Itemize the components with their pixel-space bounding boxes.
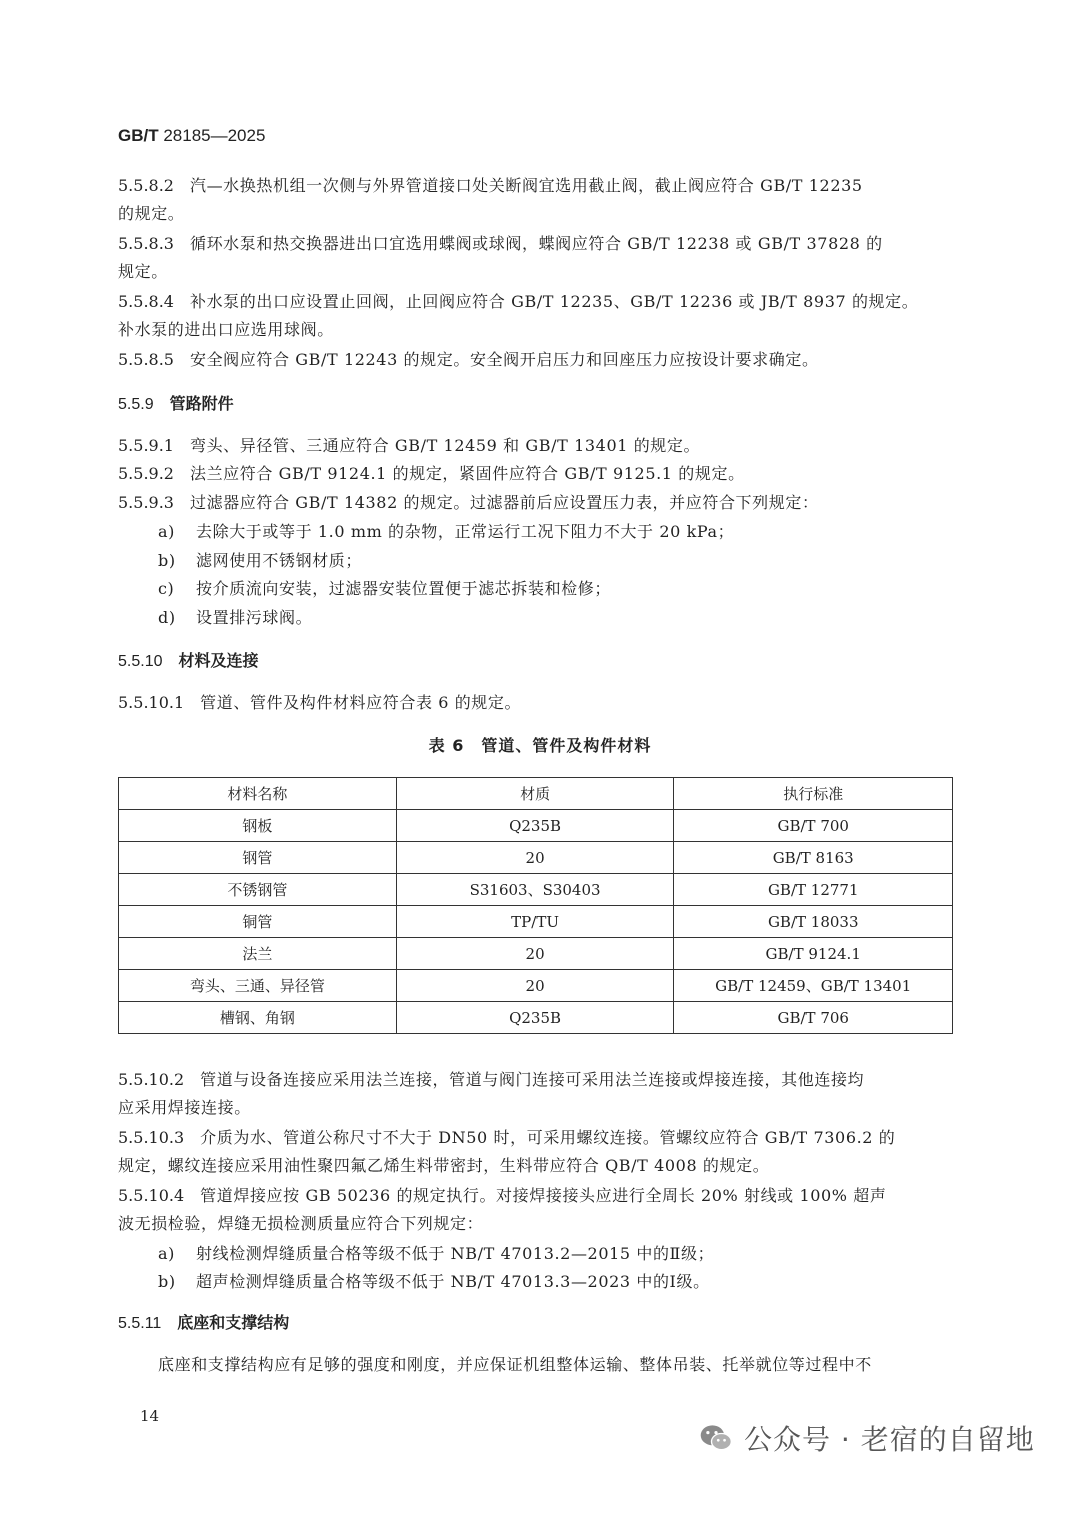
- section-title: 底座和支撑结构: [177, 1313, 290, 1332]
- table-cell: GB/T 12771: [674, 874, 953, 906]
- clause-5-5-10-1: [118, 689, 954, 717]
- table-row: [119, 906, 953, 938]
- table-cell: Q235B: [396, 1002, 674, 1034]
- section-title: 材料及连接: [178, 651, 259, 670]
- clause-number: 5.5.8.5: [118, 350, 174, 369]
- clause-text-cont: 应采用焊接连接。: [118, 1098, 251, 1117]
- table-cell: 不锈钢管: [119, 874, 397, 906]
- table-row: [119, 1002, 953, 1034]
- list-text: 超声检测焊缝质量合格等级不低于 NB/T 47013.3—2023 中的Ⅰ级。: [196, 1272, 710, 1291]
- table-cell: 弯头、三通、异径管: [119, 970, 397, 1002]
- clause-text: 介质为水、管道公称尺寸不大于 DN50 时，可采用螺纹连接。管螺纹应符合 GB/T 7306.2 的: [200, 1128, 896, 1147]
- list-text: 设置排污球阀。: [196, 608, 313, 627]
- clause-text: 管道焊接应按 GB 50236 的规定执行。对接焊接接头应进行全周长 20% 射线或 100% 超声: [200, 1186, 887, 1205]
- list-text: 按介质流向安装，过滤器安装位置便于滤芯拆装和检修；: [196, 579, 612, 598]
- clause-5-5-9-1: [118, 432, 954, 460]
- materials-table: [118, 777, 953, 1034]
- table-cell: GB/T 706: [674, 1002, 953, 1034]
- clause-text-cont: 的规定。: [118, 204, 185, 223]
- clause-text: 过滤器应符合 GB/T 14382 的规定。过滤器前后应设置压力表，并应符合下列规定：: [189, 493, 819, 512]
- clause-text: 管道、管件及构件材料应符合表 6 的规定。: [200, 693, 522, 712]
- table-cell: 槽钢、角钢: [119, 1002, 397, 1034]
- clause-text: 安全阀应符合 GB/T 12243 的规定。安全阀开启压力和回座压力应按设计要求确定。: [189, 350, 819, 369]
- clause-text-cont: 补水泵的进出口应选用球阀。: [118, 320, 334, 339]
- section-number: 5.5.11: [118, 1315, 162, 1332]
- table-cell: Q235B: [396, 810, 674, 842]
- table-cell: S31603、S30403: [396, 874, 674, 906]
- watermark: [698, 1418, 1035, 1458]
- clause-5-5-8-3: [118, 230, 954, 286]
- clause-text: 循环水泵和热交换器进出口宜选用蝶阀或球阀，蝶阀应符合 GB/T 12238 或 GB/T 37828 的: [189, 234, 883, 253]
- clause-text-cont: 波无损检验，焊缝无损检测质量应符合下列规定：: [118, 1214, 484, 1233]
- table-cell: 钢板: [119, 810, 397, 842]
- clause-number: 5.5.9.3: [118, 493, 174, 512]
- list-marker: c): [158, 579, 175, 598]
- clause-text: 管道与设备连接应采用法兰连接，管道与阀门连接可采用法兰连接或焊接连接，其他连接均: [200, 1070, 865, 1089]
- section-heading-5-5-9: [118, 390, 234, 419]
- clause-text: 补水泵的出口应设置止回阀，止回阀应符合 GB/T 12235、GB/T 12236 或 JB/T 8937 的规定。: [189, 292, 919, 311]
- clause-5-5-11-body: [158, 1351, 958, 1379]
- clause-5-5-10-2: [118, 1066, 954, 1122]
- list-item: [158, 518, 734, 546]
- table-cell: GB/T 9124.1: [674, 938, 953, 970]
- table-cell: 钢管: [119, 842, 397, 874]
- clause-number: 5.5.9.2: [118, 464, 174, 483]
- clause-5-5-8-2: [118, 172, 954, 228]
- clause-text: 底座和支撑结构应有足够的强度和刚度，并应保证机组整体运输、整体吊装、托举就位等过程中不: [158, 1355, 872, 1374]
- section-heading-5-5-11: [118, 1309, 289, 1338]
- table-row: [119, 970, 953, 1002]
- list-item: [158, 1268, 710, 1296]
- clause-5-5-10-4: [118, 1182, 954, 1238]
- table-cell: GB/T 18033: [674, 906, 953, 938]
- clause-5-5-9-2: [118, 460, 954, 488]
- list-text: 滤网使用不锈钢材质；: [196, 551, 363, 570]
- page-number: 14: [140, 1407, 160, 1425]
- table-cell: 铜管: [119, 906, 397, 938]
- clause-5-5-9-3: [118, 489, 954, 517]
- standard-prefix: GB/T: [118, 126, 159, 145]
- list-text: 去除大于或等于 1.0 mm 的杂物，正常运行工况下阻力不大于 20 kPa；: [196, 522, 735, 541]
- list-text: 射线检测焊缝质量合格等级不低于 NB/T 47013.2—2015 中的Ⅱ级；: [196, 1244, 715, 1263]
- standard-code: [118, 126, 265, 146]
- section-number: 5.5.9: [118, 396, 154, 413]
- clause-number: 5.5.10.1: [118, 693, 185, 712]
- table-cell: 法兰: [119, 938, 397, 970]
- table-cell: GB/T 700: [674, 810, 953, 842]
- clause-number: 5.5.8.2: [118, 176, 174, 195]
- section-title: 管路附件: [169, 394, 234, 413]
- clause-number: 5.5.9.1: [118, 436, 174, 455]
- table-row: [119, 810, 953, 842]
- clause-number: 5.5.10.4: [118, 1186, 185, 1205]
- column-header: 执行标准: [674, 778, 953, 810]
- column-header: 材质: [396, 778, 674, 810]
- list-item: [158, 547, 362, 575]
- clause-text: 汽—水换热机组一次侧与外界管道接口处关断阀宜选用截止阀，截止阀应符合 GB/T 12235: [189, 176, 863, 195]
- clause-5-5-8-4: [118, 288, 954, 344]
- table-cell: GB/T 12459、GB/T 13401: [674, 970, 953, 1002]
- clause-text-cont: 规定。: [118, 262, 168, 281]
- clause-text-cont: 规定，螺纹连接应采用油性聚四氟乙烯生料带密封，生料带应符合 QB/T 4008 的规定。: [118, 1156, 770, 1175]
- clause-5-5-8-5: [118, 346, 954, 374]
- list-marker: b): [158, 551, 176, 570]
- list-item: [158, 604, 312, 632]
- list-marker: a): [158, 1244, 175, 1263]
- table-header-row: [119, 778, 953, 810]
- clause-text: 弯头、异径管、三通应符合 GB/T 12459 和 GB/T 13401 的规定。: [189, 436, 701, 455]
- clause-number: 5.5.10.3: [118, 1128, 185, 1147]
- clause-number: 5.5.10.2: [118, 1070, 185, 1089]
- list-marker: d): [158, 608, 176, 627]
- section-number: 5.5.10: [118, 653, 163, 670]
- clause-text: 法兰应符合 GB/T 9124.1 的规定，紧固件应符合 GB/T 9125.1 的规定。: [189, 464, 745, 483]
- table-cell: GB/T 8163: [674, 842, 953, 874]
- list-marker: a): [158, 522, 175, 541]
- wechat-icon: [698, 1420, 734, 1456]
- clause-5-5-10-3: [118, 1124, 954, 1180]
- clause-number: 5.5.8.3: [118, 234, 174, 253]
- standard-number: 28185—2025: [158, 126, 266, 145]
- table-cell: 20: [396, 970, 674, 1002]
- table-cell: 20: [396, 842, 674, 874]
- table-cell: TP/TU: [396, 906, 674, 938]
- watermark-text: 公众号 · 老宿的自留地: [744, 1423, 1035, 1456]
- table-row: [119, 874, 953, 906]
- table-row: [119, 842, 953, 874]
- table-row: [119, 938, 953, 970]
- list-item: [158, 1240, 714, 1268]
- section-heading-5-5-10: [118, 647, 259, 676]
- clause-number: 5.5.8.4: [118, 292, 174, 311]
- column-header: 材料名称: [119, 778, 397, 810]
- list-item: [158, 575, 611, 603]
- list-marker: b): [158, 1272, 176, 1291]
- table-caption: 表 6 管道、管件及构件材料: [428, 736, 652, 755]
- table-cell: 20: [396, 938, 674, 970]
